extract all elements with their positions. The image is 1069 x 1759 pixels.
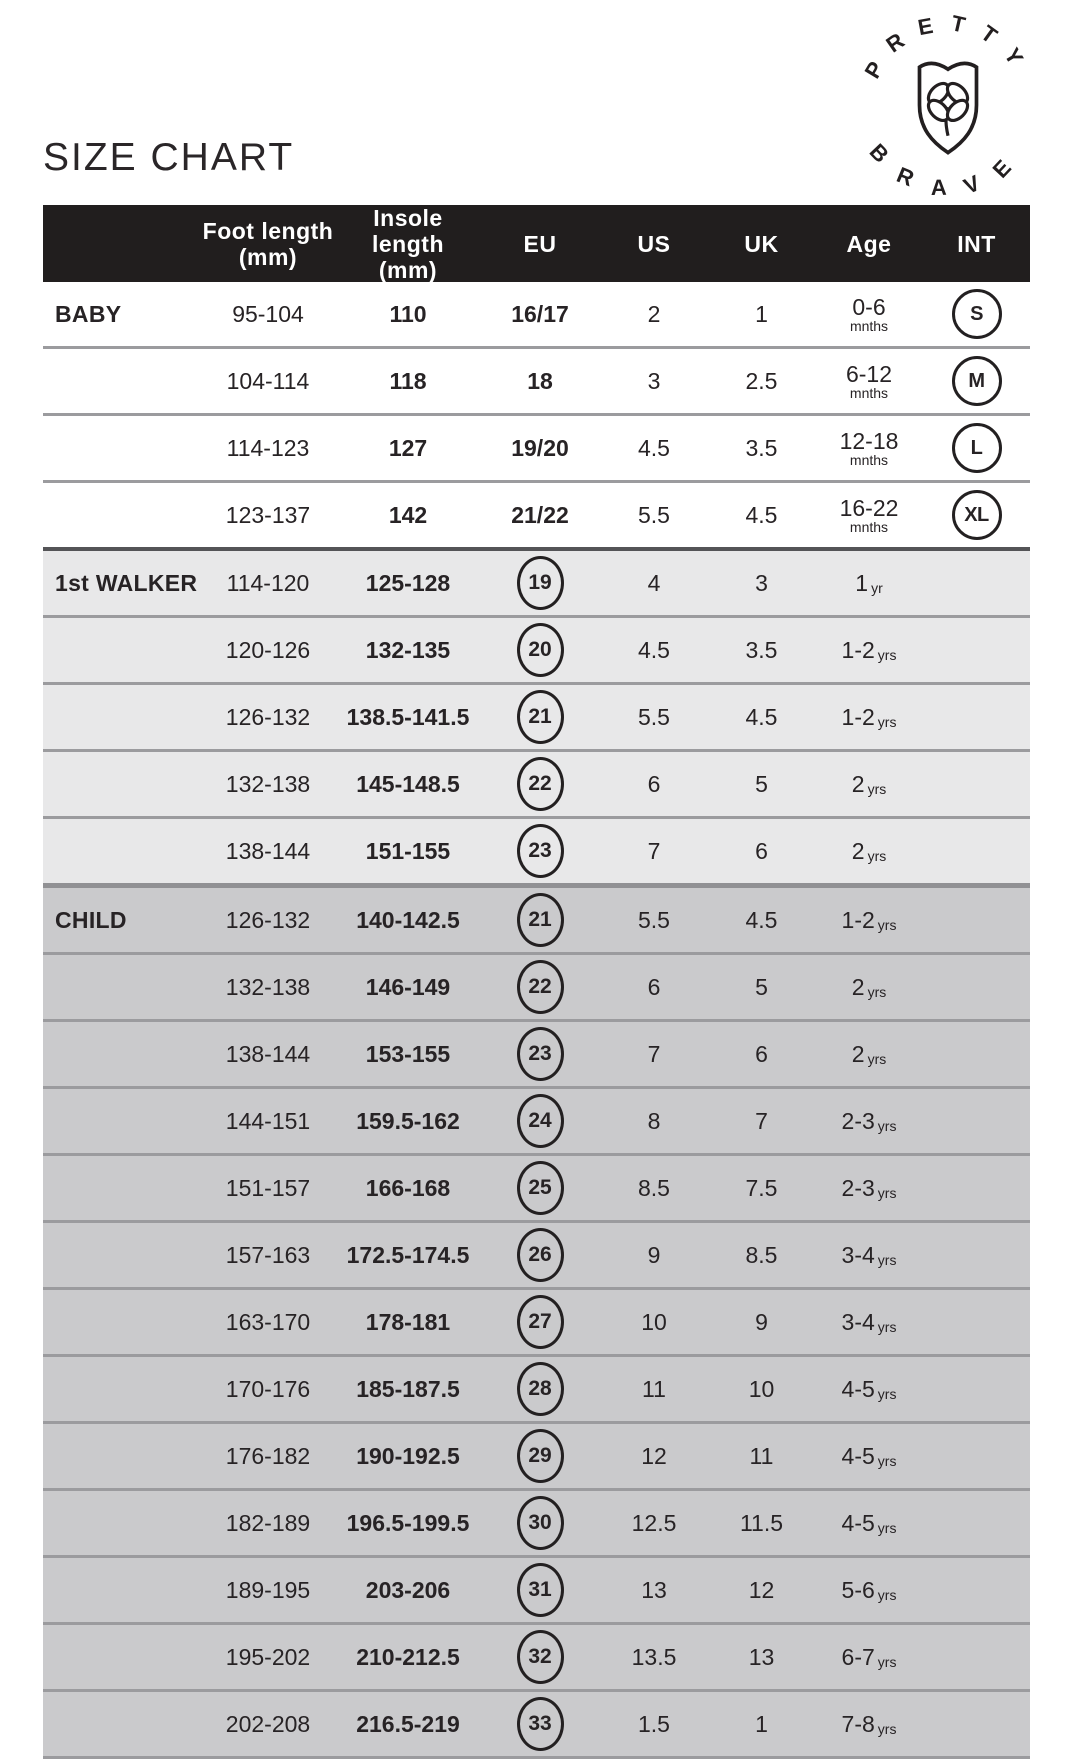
foot-length-value: 123-137 <box>225 501 311 528</box>
age-cell <box>842 1175 897 1202</box>
section-label: 1st WALKER <box>55 569 198 596</box>
table-header <box>43 205 1030 282</box>
insole-length-value: 210-212.5 <box>356 1643 460 1670</box>
eu-size-value: 21/22 <box>511 501 569 528</box>
us-size-value: 13.5 <box>631 1643 677 1670</box>
eu-size-circle: 22 <box>517 757 564 811</box>
eu-size-cell <box>517 960 564 1014</box>
age-cell <box>842 637 897 664</box>
us-size-value: 12 <box>641 1442 667 1469</box>
age-unit: yrs <box>867 983 887 1000</box>
age-cell <box>842 1711 897 1738</box>
uk-size-value: 1 <box>755 1710 768 1737</box>
insole-length-value: 153-155 <box>365 1040 451 1067</box>
age-value: 3-4 <box>841 1241 875 1268</box>
uk-size-value: 12 <box>748 1576 775 1603</box>
age-value: 6-12 <box>845 361 893 387</box>
eu-size-cell <box>517 1094 564 1148</box>
eu-size-circle: 26 <box>517 1228 564 1282</box>
table-row <box>43 1488 1030 1555</box>
header-us: US <box>637 231 671 257</box>
table-row <box>43 346 1030 413</box>
age-cell <box>852 974 886 1001</box>
us-size-value: 8 <box>647 1107 661 1134</box>
age-cell <box>842 1376 897 1403</box>
foot-length-value: 189-195 <box>225 1576 311 1603</box>
age-value: 16-22 <box>839 495 899 521</box>
eu-size-cell <box>517 623 564 677</box>
uk-size-value: 7 <box>755 1107 768 1134</box>
eu-size-cell <box>517 1362 564 1416</box>
age-unit: yrs <box>877 916 897 933</box>
us-size-value: 10 <box>641 1308 667 1335</box>
uk-size-value: 2.5 <box>745 367 778 394</box>
table-row <box>43 480 1030 547</box>
us-size-value: 2 <box>647 300 661 327</box>
table-row <box>43 749 1030 816</box>
eu-size-circle: 19 <box>517 556 564 610</box>
us-size-value: 11 <box>642 1375 666 1402</box>
age-cell <box>842 1309 897 1336</box>
eu-size-cell <box>517 824 564 878</box>
header-int: INT <box>957 231 996 257</box>
foot-length-value: 95-104 <box>232 300 304 327</box>
age-unit: yrs <box>877 1720 897 1737</box>
age-unit: yrs <box>877 1385 897 1402</box>
table-row <box>43 282 1030 346</box>
insole-length-value: 145-148.5 <box>356 770 460 797</box>
eu-size-value: 19/20 <box>511 434 569 461</box>
size-chart-table <box>43 205 1030 1759</box>
eu-size-cell <box>517 1563 564 1617</box>
insole-length-value: 142 <box>388 501 428 528</box>
insole-length-value: 203-206 <box>365 1576 451 1603</box>
table-row <box>43 1689 1030 1756</box>
table-row <box>43 1622 1030 1689</box>
int-size-cell <box>952 423 1002 473</box>
eu-size-cell <box>517 1697 564 1751</box>
eu-size-circle: 27 <box>517 1295 564 1349</box>
eu-size-circle: 28 <box>517 1362 564 1416</box>
age-unit: yrs <box>867 847 887 864</box>
uk-size-value: 5 <box>755 973 768 1000</box>
us-size-value: 1.5 <box>638 1710 670 1737</box>
eu-size-circle: 20 <box>517 623 564 677</box>
age-value: 2 <box>851 1040 865 1067</box>
int-size-cell <box>952 490 1002 540</box>
table-row <box>43 551 1030 615</box>
eu-size-circle: 29 <box>517 1429 564 1483</box>
eu-size-circle: 25 <box>517 1161 564 1215</box>
age-value: 1-2 <box>841 703 875 730</box>
brand-logo <box>853 8 1043 198</box>
insole-length-value: 127 <box>388 434 428 461</box>
eu-size-circle: 22 <box>517 960 564 1014</box>
uk-size-value: 7.5 <box>745 1174 778 1201</box>
eu-size-cell <box>517 1295 564 1349</box>
us-size-value: 7 <box>647 837 661 864</box>
age-unit: yrs <box>877 1184 897 1201</box>
eu-size-circle: 23 <box>517 824 564 878</box>
foot-length-value: 114-123 <box>226 434 310 461</box>
eu-size-circle: 30 <box>517 1496 564 1550</box>
uk-size-value: 11.5 <box>739 1509 784 1536</box>
header-insole-length: Insole length (mm) <box>372 205 444 283</box>
age-unit: yrs <box>867 780 887 797</box>
us-size-value: 7 <box>647 1040 661 1067</box>
age-value: 4-5 <box>841 1442 875 1469</box>
table-section-child <box>43 883 1030 1756</box>
eu-size-cell <box>517 690 564 744</box>
uk-size-value: 4.5 <box>745 501 778 528</box>
us-size-value: 6 <box>647 770 661 797</box>
age-value: 2 <box>851 770 865 797</box>
table-row <box>43 952 1030 1019</box>
us-size-value: 4.5 <box>638 434 670 461</box>
age-value: 7-8 <box>841 1710 875 1737</box>
age-cell <box>842 1443 897 1470</box>
eu-size-cell <box>511 301 569 328</box>
eu-size-circle: 33 <box>517 1697 564 1751</box>
age-cell <box>842 1644 897 1671</box>
age-unit: yrs <box>877 646 897 663</box>
age-value: 12-18 <box>839 428 899 454</box>
section-label: CHILD <box>55 906 127 933</box>
insole-length-value: 110 <box>389 300 427 327</box>
foot-length-value: 195-202 <box>225 1643 311 1670</box>
eu-size-cell <box>527 368 553 395</box>
age-unit: mnths <box>849 318 889 334</box>
age-unit: yrs <box>877 1318 897 1335</box>
age-value: 1-2 <box>841 906 875 933</box>
age-unit: yrs <box>877 1519 897 1536</box>
age-cell <box>842 1510 897 1537</box>
age-unit: mnths <box>849 519 889 535</box>
age-cell <box>842 704 897 731</box>
eu-size-cell <box>517 893 564 947</box>
logo-arc-top-text: PRETTY <box>859 10 1037 83</box>
insole-length-value: 178-181 <box>365 1308 451 1335</box>
age-unit: yrs <box>867 1050 887 1067</box>
age-value: 0-6 <box>852 294 886 320</box>
foot-length-value: 114-120 <box>226 569 310 596</box>
foot-length-value: 163-170 <box>225 1308 311 1335</box>
eu-size-circle: 31 <box>517 1563 564 1617</box>
foot-length-value: 182-189 <box>225 1509 311 1536</box>
table-row <box>43 1019 1030 1086</box>
int-size-circle: XL <box>952 490 1002 540</box>
eu-size-circle: 23 <box>517 1027 564 1081</box>
age-unit: yrs <box>877 1251 897 1268</box>
foot-length-value: 170-176 <box>225 1375 311 1402</box>
table-row <box>43 1086 1030 1153</box>
age-cell <box>840 496 899 534</box>
foot-length-value: 104-114 <box>226 367 310 394</box>
eu-size-cell <box>517 1027 564 1081</box>
foot-length-value: 132-138 <box>225 770 311 797</box>
uk-size-value: 6 <box>755 1040 768 1067</box>
header-foot-length: Foot length (mm) <box>202 218 334 270</box>
page-title: SIZE CHART <box>43 136 295 179</box>
header-age: Age <box>846 231 892 257</box>
age-cell <box>842 1242 897 1269</box>
foot-length-value: 132-138 <box>225 973 311 1000</box>
us-size-value: 5.5 <box>638 501 670 528</box>
header-eu: EU <box>523 231 557 257</box>
foot-length-value: 144-151 <box>225 1107 311 1134</box>
table-row <box>43 1421 1030 1488</box>
age-value: 3-4 <box>841 1308 875 1335</box>
insole-length-value: 146-149 <box>365 973 451 1000</box>
table-row <box>43 1354 1030 1421</box>
insole-length-value: 159.5-162 <box>356 1107 460 1134</box>
age-value: 5-6 <box>841 1576 875 1603</box>
table-row <box>43 888 1030 952</box>
age-unit: mnths <box>849 385 889 401</box>
foot-length-value: 120-126 <box>225 636 311 663</box>
eu-size-circle: 24 <box>517 1094 564 1148</box>
table-row <box>43 615 1030 682</box>
age-cell <box>852 1041 886 1068</box>
foot-length-value: 126-132 <box>225 906 311 933</box>
age-cell <box>850 295 888 333</box>
table-row <box>43 1287 1030 1354</box>
insole-length-value: 196.5-199.5 <box>346 1509 470 1536</box>
uk-size-value: 4.5 <box>745 906 778 933</box>
insole-length-value: 166-168 <box>365 1174 451 1201</box>
age-unit: yrs <box>877 1452 897 1469</box>
us-size-value: 4 <box>647 569 661 596</box>
table-row <box>43 413 1030 480</box>
eu-size-cell <box>511 435 569 462</box>
eu-size-value: 16/17 <box>511 300 569 327</box>
age-value: 1 <box>855 569 869 596</box>
age-unit: yrs <box>877 1117 897 1134</box>
uk-size-value: 11 <box>749 1442 774 1469</box>
us-size-value: 13 <box>641 1576 667 1603</box>
insole-length-value: 140-142.5 <box>356 906 460 933</box>
uk-size-value: 3.5 <box>745 434 778 461</box>
int-size-cell <box>952 356 1002 406</box>
int-size-circle: M <box>952 356 1002 406</box>
foot-length-value: 176-182 <box>225 1442 311 1469</box>
insole-length-value: 172.5-174.5 <box>346 1241 470 1268</box>
eu-size-cell <box>511 502 569 529</box>
foot-length-value: 126-132 <box>225 703 311 730</box>
foot-length-value: 157-163 <box>225 1241 311 1268</box>
age-value: 2 <box>851 973 865 1000</box>
age-cell <box>855 570 882 597</box>
age-cell <box>852 838 886 865</box>
uk-size-value: 3 <box>755 569 768 596</box>
uk-size-value: 9 <box>755 1308 768 1335</box>
age-value: 2-3 <box>841 1107 875 1134</box>
age-value: 1-2 <box>841 636 875 663</box>
eu-size-circle: 21 <box>517 690 564 744</box>
eu-size-cell <box>517 1496 564 1550</box>
insole-length-value: 118 <box>389 367 427 394</box>
age-unit: yrs <box>877 713 897 730</box>
age-unit: yr <box>871 579 883 596</box>
uk-size-value: 10 <box>748 1375 775 1402</box>
us-size-value: 5.5 <box>638 906 670 933</box>
uk-size-value: 13 <box>748 1643 775 1670</box>
eu-size-cell <box>517 556 564 610</box>
table-row <box>43 1220 1030 1287</box>
eu-size-cell <box>517 1161 564 1215</box>
uk-size-value: 8.5 <box>745 1241 778 1268</box>
uk-size-value: 4.5 <box>745 703 778 730</box>
eu-size-cell <box>517 1429 564 1483</box>
uk-size-value: 3.5 <box>745 636 778 663</box>
table-row <box>43 1153 1030 1220</box>
table-section-walker <box>43 547 1030 883</box>
table-row <box>43 682 1030 749</box>
age-value: 2 <box>851 837 865 864</box>
age-cell <box>842 1108 897 1135</box>
uk-size-value: 6 <box>755 837 768 864</box>
uk-size-value: 5 <box>755 770 768 797</box>
age-cell <box>842 1577 897 1604</box>
age-value: 6-7 <box>841 1643 875 1670</box>
shield-clover-icon <box>920 63 977 152</box>
age-cell <box>842 907 897 934</box>
us-size-value: 9 <box>647 1241 661 1268</box>
us-size-value: 12.5 <box>631 1509 677 1536</box>
int-size-circle: L <box>952 423 1002 473</box>
age-value: 2-3 <box>841 1174 875 1201</box>
us-size-value: 4.5 <box>638 636 670 663</box>
header-uk: UK <box>744 231 779 257</box>
age-unit: yrs <box>877 1653 897 1670</box>
us-size-value: 8.5 <box>638 1174 670 1201</box>
insole-length-value: 190-192.5 <box>356 1442 460 1469</box>
age-unit: mnths <box>849 452 889 468</box>
int-size-cell <box>952 289 1002 339</box>
insole-length-value: 125-128 <box>365 569 451 596</box>
us-size-value: 3 <box>647 367 661 394</box>
section-label: BABY <box>55 300 122 327</box>
foot-length-value: 138-144 <box>225 1040 311 1067</box>
table-row <box>43 1555 1030 1622</box>
age-unit: yrs <box>877 1586 897 1603</box>
us-size-value: 6 <box>647 973 661 1000</box>
eu-size-circle: 21 <box>517 893 564 947</box>
eu-size-cell <box>517 757 564 811</box>
age-value: 4-5 <box>841 1509 875 1536</box>
eu-size-cell <box>517 1228 564 1282</box>
age-cell <box>852 771 886 798</box>
eu-size-circle: 32 <box>517 1630 564 1684</box>
age-cell <box>846 362 892 400</box>
eu-size-value: 18 <box>527 367 553 394</box>
foot-length-value: 151-157 <box>225 1174 311 1201</box>
table-row <box>43 816 1030 883</box>
eu-size-cell <box>517 1630 564 1684</box>
age-cell <box>840 429 899 467</box>
uk-size-value: 1 <box>755 300 768 327</box>
int-size-circle: S <box>952 289 1002 339</box>
size-table-body <box>43 282 1030 1756</box>
us-size-value: 5.5 <box>638 703 670 730</box>
insole-length-value: 138.5-141.5 <box>346 703 470 730</box>
insole-length-value: 132-135 <box>365 636 451 663</box>
foot-length-value: 202-208 <box>225 1710 311 1737</box>
foot-length-value: 138-144 <box>225 837 311 864</box>
table-section-baby <box>43 282 1030 547</box>
insole-length-value: 151-155 <box>365 837 451 864</box>
insole-length-value: 216.5-219 <box>356 1710 460 1737</box>
logo-arc-bottom-text: BRAVE <box>864 138 1032 198</box>
age-value: 4-5 <box>841 1375 875 1402</box>
insole-length-value: 185-187.5 <box>356 1375 460 1402</box>
